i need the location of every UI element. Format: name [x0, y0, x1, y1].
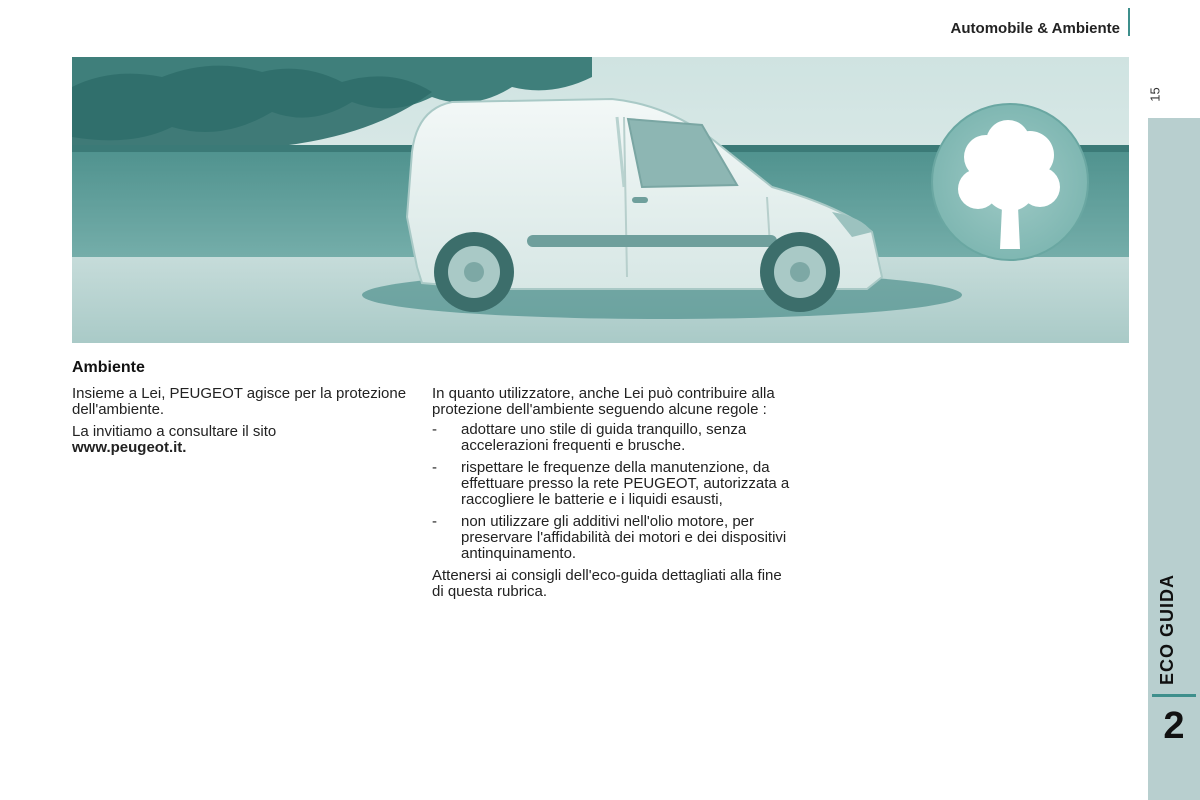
tree-icon — [932, 104, 1088, 260]
right-column — [432, 386, 792, 604]
intro-paragraph: Insieme a Lei, PEUGEOT agisce per la protezione dell'ambiente. — [72, 385, 407, 418]
list-dash: - — [432, 421, 437, 438]
running-header-title: Automobile & Ambiente — [950, 20, 1120, 37]
website-paragraph — [72, 424, 422, 456]
section-title: Ambiente — [72, 359, 145, 376]
list-item — [432, 514, 792, 562]
list-item-text: non utilizzare gli additivi nell'olio motore, per preservare l'affidabilità dei motori e dei dispositivi antinquinamento. — [461, 513, 787, 562]
list-item — [432, 460, 792, 508]
hero-photo — [72, 57, 1129, 343]
rules-outro: Attenersi ai consigli dell'eco-guida dettagliati alla fine di questa rubrica. — [432, 567, 782, 600]
chapter-tab-label: ECO GUIDA — [1157, 573, 1177, 685]
chapter-side-tab — [1148, 118, 1200, 800]
list-dash: - — [432, 513, 437, 530]
list-item-text: adottare uno stile di guida tranquillo, senza accelerazioni frequenti e brusche. — [461, 421, 747, 454]
list-item-text: rispettare le frequenze della manutenzione, da effettuare presso la rete PEUGEOT, autorizzata a raccogliere le batterie e i liquidi esausti, — [461, 459, 790, 508]
list-item — [432, 422, 792, 454]
rules-list — [432, 422, 792, 562]
rules-intro: In quanto utilizzatore, anche Lei può contribuire alla protezione dell'ambiente seguendo alcune regole : — [432, 385, 775, 418]
chapter-tab-divider — [1152, 694, 1196, 697]
header-divider — [1128, 8, 1130, 36]
website-prompt: La invitiamo a consultare il sito — [72, 423, 277, 440]
list-dash: - — [432, 459, 437, 476]
website-link[interactable]: www.peugeot.it. — [72, 439, 187, 456]
page-number: 15 — [1147, 87, 1163, 102]
chapter-number: 2 — [1163, 705, 1185, 747]
left-column — [72, 386, 422, 462]
